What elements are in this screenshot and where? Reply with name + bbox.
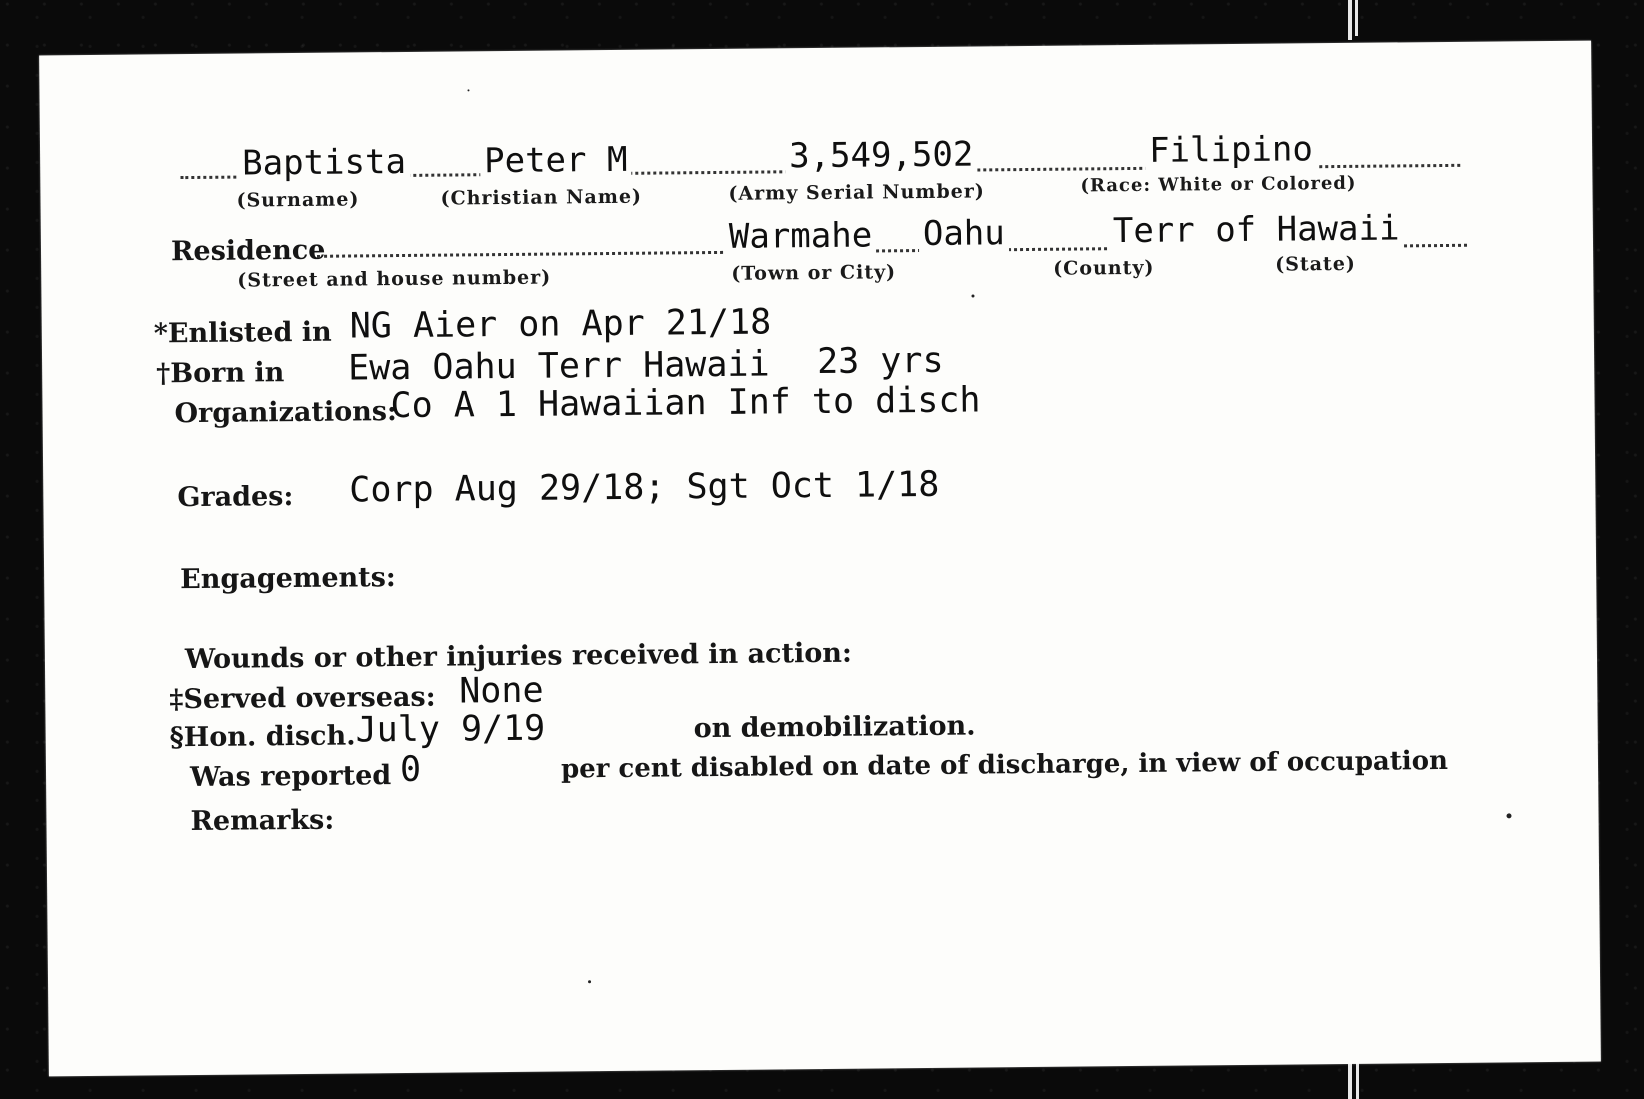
engagements-label: Engagements: bbox=[180, 562, 396, 596]
film-edge-mark bbox=[1348, 0, 1352, 40]
reported-label: Was reported bbox=[189, 760, 392, 794]
residence-state-value: Terr of Hawaii bbox=[1109, 208, 1404, 251]
discharge-label: §Hon. disch. bbox=[169, 720, 356, 754]
speck bbox=[1506, 813, 1511, 818]
organizations-value: Co A 1 Hawaiian Inf to disch bbox=[390, 380, 981, 427]
enlisted-value: NG Aier on Apr 21/18 bbox=[349, 302, 772, 347]
residence-label: Residence bbox=[170, 234, 326, 268]
serial-number-value: 3,549,502 bbox=[785, 134, 978, 176]
service-record-card bbox=[39, 41, 1601, 1077]
serial-number-caption: (Army Serial Number) bbox=[728, 180, 985, 205]
wounds-label: Wounds or other injuries received in action: bbox=[184, 637, 853, 676]
speck bbox=[588, 980, 591, 983]
reported-value: 0 bbox=[399, 749, 422, 791]
speck bbox=[971, 295, 974, 298]
surname-caption: (Surname) bbox=[236, 188, 360, 212]
film-edge-mark bbox=[1348, 1062, 1352, 1099]
race-caption: (Race: White or Colored) bbox=[1080, 172, 1357, 197]
speck bbox=[467, 89, 469, 91]
enlisted-label: *Enlisted in bbox=[153, 316, 332, 350]
residence-town-value: Warmahe bbox=[725, 215, 877, 256]
organizations-label: Organizations: bbox=[174, 396, 398, 430]
discharge-suffix: on demobilization. bbox=[693, 710, 976, 745]
born-age-value: 23 yrs bbox=[816, 340, 944, 383]
street-caption: (Street and house number) bbox=[237, 266, 552, 292]
reported-suffix: per cent disabled on date of discharge, in view of occupation bbox=[560, 745, 1449, 785]
film-edge-mark bbox=[1356, 1062, 1359, 1099]
remarks-label: Remarks: bbox=[190, 804, 335, 838]
christian-name-caption: (Christian Name) bbox=[440, 185, 643, 210]
county-caption: (County) bbox=[1053, 256, 1155, 280]
born-place-value: Ewa Oahu Terr Hawaii bbox=[347, 344, 770, 389]
state-caption: (State) bbox=[1275, 252, 1356, 276]
surname-value: Baptista bbox=[238, 142, 410, 184]
grades-value: Corp Aug 29/18; Sgt Oct 1/18 bbox=[349, 464, 940, 511]
grades-label: Grades: bbox=[177, 481, 294, 514]
overseas-value: None bbox=[459, 670, 544, 712]
film-edge-mark bbox=[1355, 0, 1358, 36]
overseas-label: ‡Served overseas: bbox=[169, 681, 436, 716]
town-caption: (Town or City) bbox=[731, 261, 897, 285]
born-label: †Born in bbox=[156, 357, 285, 390]
residence-county-value: Oahu bbox=[919, 213, 1009, 254]
christian-name-value: Peter M bbox=[480, 140, 632, 181]
discharge-value: July 9/19 bbox=[355, 708, 546, 751]
race-value: Filipino bbox=[1145, 129, 1317, 171]
